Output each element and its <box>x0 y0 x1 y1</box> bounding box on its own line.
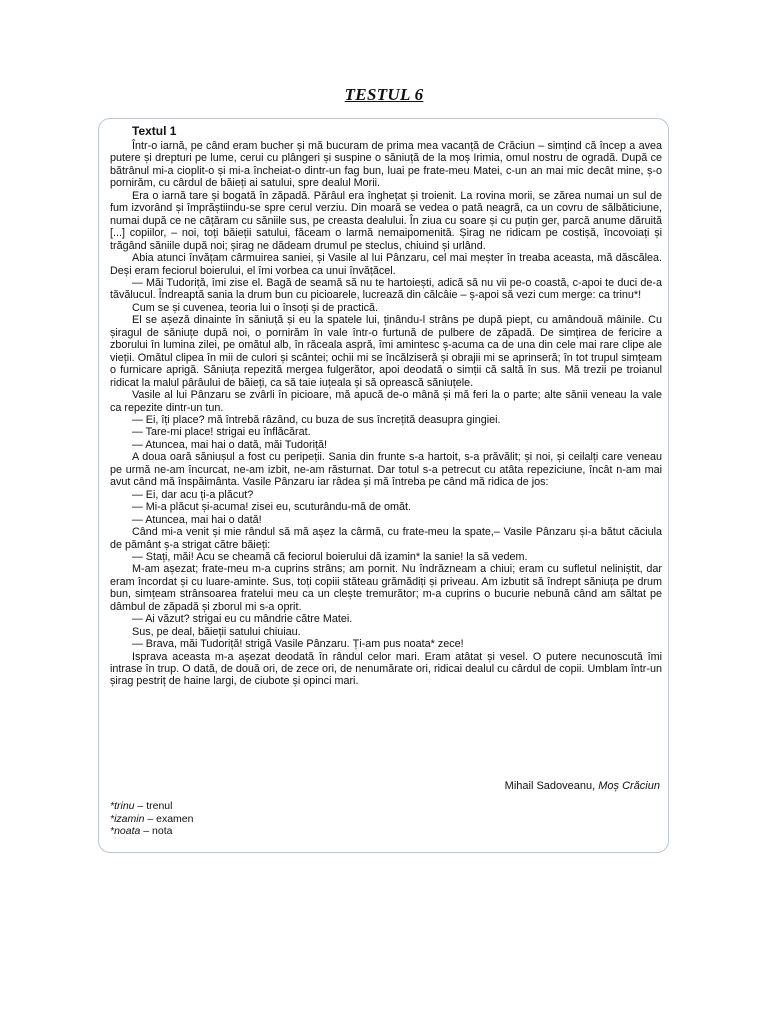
paragraph: — Brava, măi Tudoriță! strigă Vasile Pânzaru. Ți-am pus noata* zece! <box>132 638 464 651</box>
paragraph: — Atuncea, mai hai o dată, măi Tudoriță! <box>132 438 328 451</box>
paragraph: Sus, pe deal, băieții satului chiuiau. <box>132 625 301 638</box>
paragraph: El se așeză dinainte în săniuță și eu la spatele lui, ținându-l strâns pe după piept, cu amândouă mâinile. Cu șiragul de săniuțe după noi, o pornirăm în vale într-o furtună de pulbere de zăpadă. De simțirea de fericire a zborului în lumina zilei, pe omătul alb, în răceala aspră, îmi amintesc ș-acuma ca de una din cele mai rare clipe ale vieții. Omătul clipea în mii de culori și scântei; ochii mi se încălziseră și obrajii mi se aprinseră; în tot trupul simțeam o furnicare aprigă. Săniuța repezită mergea fulgerător, apoi deodată o simții că saltă în sus. Mă trezii pe troianul ridicat la malul pârâului de băieți, ca să taie iuțeala și să oprească săniuțele. <box>110 314 662 389</box>
glossary-entry <box>110 813 193 826</box>
paragraph: Vasile al lui Pânzaru se zvârli în picioare, mă apucă de-o mână și mă feri la o parte; alte sănii veneau la vale ca repezite dintr-un tun. <box>110 389 662 414</box>
author-name: Mihail Sadoveanu, <box>504 780 596 792</box>
paragraph: Cum se și cuvenea, teoria lui o însoți și de practică. <box>132 301 379 314</box>
glossary <box>110 800 193 838</box>
paragraph: — Tare-mi place! strigai eu înflăcărat. <box>132 426 311 439</box>
glossary-definition: – examen <box>144 812 194 825</box>
paragraph: Isprava aceasta m-a așezat deodată în rândul celor mari. Eram atâtat și vesel. O putere necunoscută îmi intrase în trup. O dată, de două ori, de zece ori, de nenumărate ori, ridicai dealul cu cârdul de copii. Umblam într-un șirag pestriț de haine largi, de ciubote și opinci mari. <box>110 650 662 688</box>
glossary-term: *trinu <box>110 800 135 812</box>
paragraph: — Atuncea, mai hai o dată! <box>132 513 262 526</box>
paragraph: Când mi-a venit și mie rândul să mă așez la cârmă, cu frate-meu la spate,– Vasile Pânzaru și-a bătut căciula de pământ ș-a strigat către băieți: <box>110 526 662 551</box>
paragraph: Abia atunci învățam cârmuirea saniei, și Vasile al lui Pânzaru, cel mai meșter în treaba aceasta, mă dăscălea. Deși eram feciorul boierului, el îmi vorbea ca unui învățăcel. <box>110 252 662 277</box>
story-text <box>110 140 662 688</box>
glossary-entry <box>110 825 193 838</box>
paragraph: — Ei, îți place? mă întrebă râzând, cu buza de sus încrețită deasupra gingiei. <box>132 413 501 426</box>
paragraph: — Ei, dar acu ți-a plăcut? <box>132 488 254 501</box>
paragraph: — Stați, măi! Acu se cheamă că feciorul boierului dă izamin* la sanie! la să vedem. <box>132 550 528 563</box>
paragraph: M-am așezat; frate-meu m-a cuprins strâns; am pornit. Nu îndrăzneam a chiui; eram cu sufletul neliniștit, dar eram încordat și cu luare-aminte. Sus, toți copiii stăteau grămădiți și priveau. Am izbutit să îndrept săniuța pe drum bun, simțeam strânsoarea fratelui meu ca un clește tremurător; m-a cuprins o bucurie nebună când am săltat pe dâmbul de zăpadă și zborul mi s-a oprit. <box>110 563 662 613</box>
paragraph: — Mi-a plăcut și-acuma! zisei eu, scuturându-mă de omăt. <box>132 501 412 514</box>
glossary-definition: – nota <box>140 825 173 837</box>
paragraph: Era o iarnă tare și bogată în zăpadă. Părâul era înghețat și troienit. La rovina morii, se zărea numai un sul de fum izvorând și împrăștiindu-se spre cerul verziu. Din moară se vedea o pată neagră, ca un covru de sălbăticiune, numai după ce ne cățăram cu săniile sus, pe creasta dealului. În ziua cu soare și cu puțin ger, parcă anume dăruită [...] copiilor, – noi, toți băieții satului, făceam o larmă nemaipomenită. Șirag ne ridicam pe costișă, încovoiați și trăgând săniile după noi; șirag ne dădeam drumul pe steclus, chiuind și urlând. <box>110 189 662 252</box>
paragraph: — Ai văzut? strigai eu cu mândrie către Matei. <box>132 613 353 626</box>
paragraph: Într-o iarnă, pe când eram bucher și mă bucuram de prima mea vacanță de Crăciun – simțind că încep a avea putere și drepturi pe lume, cerui cu plângeri și suspine o săniuță de la moș Irimia, omul nostru de ogradă. După ce bătrânul mi-a cioplit-o și mi-a încheiat-o dintr-un fag bun, luai pe frate-meu Matei, c-un an mai mic decât mine, ș-o pornirăm, cu cârdul de băieți ai satului, spre dealul Morii. <box>110 140 662 190</box>
glossary-term: *izamin <box>110 812 145 825</box>
glossary-term: *noata <box>110 825 141 837</box>
work-title: Moș Crăciun <box>598 780 660 792</box>
glossary-definition: – trenul <box>134 800 173 812</box>
page-title: TESTUL 6 <box>344 85 424 104</box>
paragraph: A doua oară săniușul a fost cu peripeții. Sania din frunte s-a hartoit, s-a prăvălit; și noi, și ceilalți care veneau pe urmă ne-am încurcat, ne-am izbit, ne-am răsturnat. Dar totul s-a petrecut cu atâta repeziciune, încât n-am mai avut când mă înspăimânta. Vasile Pânzaru iar râdea și mă întreba pe când mă ridica de jos: <box>110 451 662 489</box>
text-heading: Textul 1 <box>132 124 177 138</box>
glossary-entry <box>110 800 193 813</box>
paragraph: — Măi Tudoriță, îmi zise el. Bagă de seamă să nu te hartoiești, adică să nu vii pe-o coastă, c-apoi te duci de-a tăvălucul. Îndreaptă sania la drum bun cu picioarele, lucrează din călcâie – ș-apoi să vezi cum merge: ca trinu*! <box>110 276 662 302</box>
author-credit <box>110 780 660 792</box>
